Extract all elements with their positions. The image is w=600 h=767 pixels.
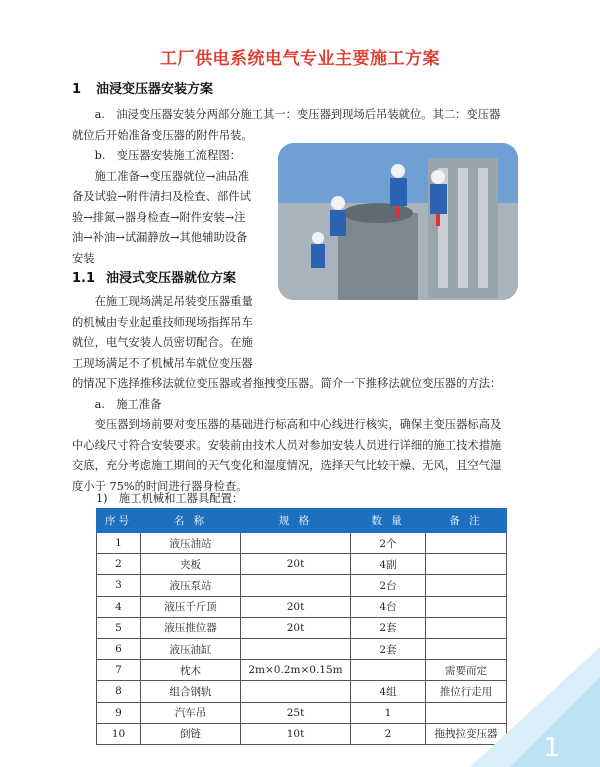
table-cell: 2个 bbox=[351, 533, 426, 554]
table-cell: 1 bbox=[97, 533, 141, 554]
table-row bbox=[97, 596, 507, 617]
table-cell: 2 bbox=[97, 554, 141, 575]
table-cell: 7 bbox=[97, 660, 141, 681]
column-header: 备 注 bbox=[426, 509, 507, 533]
table-row bbox=[97, 638, 507, 659]
table-cell: 2m×0.2m×0.15m bbox=[241, 660, 351, 681]
table-cell: 25t bbox=[241, 702, 351, 723]
table-row bbox=[97, 681, 507, 702]
transformer-installation-photo bbox=[278, 143, 518, 300]
table-row bbox=[97, 533, 507, 554]
table-cell bbox=[426, 533, 507, 554]
table-cell: 液压千斤顶 bbox=[141, 596, 241, 617]
table-cell: 2套 bbox=[351, 638, 426, 659]
table-row bbox=[97, 554, 507, 575]
table-cell: 2 bbox=[351, 723, 426, 744]
document-title: 工厂供电系统电气专业主要施工方案 bbox=[160, 49, 440, 69]
text-line: 安装 bbox=[72, 251, 95, 265]
table-cell: 夹板 bbox=[141, 554, 241, 575]
text-line: 备及试验→附件清扫及检查、部件试 bbox=[72, 190, 251, 203]
section-1-1-heading bbox=[72, 267, 236, 286]
text-line: 的情况下选择推移法就位变压器或者拖拽变压器。简介一下推移法就位变压器的方法： bbox=[72, 377, 502, 390]
table-cell: 5 bbox=[97, 617, 141, 638]
table-cell: 8 bbox=[97, 681, 141, 702]
table-cell: 液压推位器 bbox=[141, 617, 241, 638]
table-cell: 20t bbox=[241, 554, 351, 575]
table-row bbox=[97, 702, 507, 723]
table-cell: 汽车吊 bbox=[141, 702, 241, 723]
table-cell bbox=[426, 575, 507, 596]
text-line: b. 变压器安装施工流程图： bbox=[72, 149, 241, 162]
table-cell bbox=[241, 533, 351, 554]
text-line: 在施工现场满足吊装变压器重量 bbox=[72, 295, 253, 308]
table-row bbox=[97, 617, 507, 638]
table-cell: 3 bbox=[97, 575, 141, 596]
section-1-heading bbox=[72, 78, 213, 97]
text-line: a. 油浸变压器安装分两部分施工其一：变压器到现场后吊装就位。其二：变压器 bbox=[72, 108, 501, 121]
page-number: 1 bbox=[543, 733, 560, 763]
table-cell: 10t bbox=[241, 723, 351, 744]
table-cell: 2套 bbox=[351, 617, 426, 638]
table-cell bbox=[426, 554, 507, 575]
table-cell bbox=[241, 575, 351, 596]
table-cell: 拖拽拉变压器 bbox=[426, 723, 507, 744]
table-cell: 倒链 bbox=[141, 723, 241, 744]
text-line: 的机械由专业起重技师现场指挥吊车 bbox=[72, 315, 253, 329]
table-caption: 1) 施工机械和工器具配置： bbox=[96, 492, 244, 505]
table-cell: 9 bbox=[97, 702, 141, 723]
table-cell: 10 bbox=[97, 723, 141, 744]
equipment-table bbox=[96, 508, 507, 745]
text-line: 就位，电气安装人员密切配合。在施 bbox=[72, 336, 253, 349]
table-cell bbox=[426, 617, 507, 638]
column-header: 名 称 bbox=[141, 509, 241, 533]
text-line: 就位后开始准备变压器的附件吊装。 bbox=[72, 128, 253, 142]
paragraph-positioning bbox=[72, 292, 527, 497]
table-cell: 组合钢轨 bbox=[141, 681, 241, 702]
table-cell: 4副 bbox=[351, 554, 426, 575]
table-cell: 20t bbox=[241, 596, 351, 617]
table-cell: 液压泵站 bbox=[141, 575, 241, 596]
table-cell: 6 bbox=[97, 638, 141, 659]
table-header-row bbox=[97, 509, 507, 533]
table-cell bbox=[351, 660, 426, 681]
text-line: a. 施工准备 bbox=[72, 397, 162, 411]
table-cell bbox=[241, 681, 351, 702]
section-title: 油浸变压器安装方案 bbox=[96, 82, 214, 97]
table-cell: 20t bbox=[241, 617, 351, 638]
table-cell: 4 bbox=[97, 596, 141, 617]
corner-decoration bbox=[470, 647, 600, 767]
table-row bbox=[97, 575, 507, 596]
table-cell: 枕木 bbox=[141, 660, 241, 681]
table-cell: 4台 bbox=[351, 596, 426, 617]
section-number: 1.1 bbox=[72, 271, 96, 286]
section-number: 1 bbox=[72, 82, 82, 97]
table-cell: 推位行走用 bbox=[426, 681, 507, 702]
table-row bbox=[97, 660, 507, 681]
table-cell: 液压油缸 bbox=[141, 638, 241, 659]
column-header: 序号 bbox=[97, 509, 141, 533]
table-row bbox=[97, 723, 507, 744]
table-cell: 1 bbox=[351, 702, 426, 723]
text-line: 交底，充分考虑施工期间的天气变化和湿度情况，选择天气比较干燥、无风，且空气湿 bbox=[72, 459, 502, 472]
column-header: 规 格 bbox=[241, 509, 351, 533]
text-line: 变压器到场前要对变压器的基础进行标高和中心线进行核实，确保主变压器标高及 bbox=[72, 418, 502, 431]
text-line: 油→补油→试漏静放→其他辅助设备 bbox=[72, 231, 248, 244]
text-line: 度小于 75%的时间进行器身检查。 bbox=[72, 479, 248, 493]
text-line: 工现场满足不了机械吊车就位变压器 bbox=[72, 356, 253, 370]
text-line: 施工准备→变压器就位→油品准 bbox=[72, 169, 250, 183]
column-header: 数 量 bbox=[351, 509, 426, 533]
section-title: 油浸式变压器就位方案 bbox=[106, 271, 237, 286]
text-line: 中心线尺寸符合安装要求。安装前由技术人员对参加安装人员进行详细的施工技术措施 bbox=[72, 438, 502, 452]
table-cell bbox=[426, 596, 507, 617]
table-cell: 液压油站 bbox=[141, 533, 241, 554]
table-cell: 需要而定 bbox=[426, 660, 507, 681]
table-cell: 2台 bbox=[351, 575, 426, 596]
text-line: 验→排氮→器身检查→附件安装→注 bbox=[72, 210, 246, 224]
table-cell bbox=[241, 638, 351, 659]
table-cell: 4组 bbox=[351, 681, 426, 702]
